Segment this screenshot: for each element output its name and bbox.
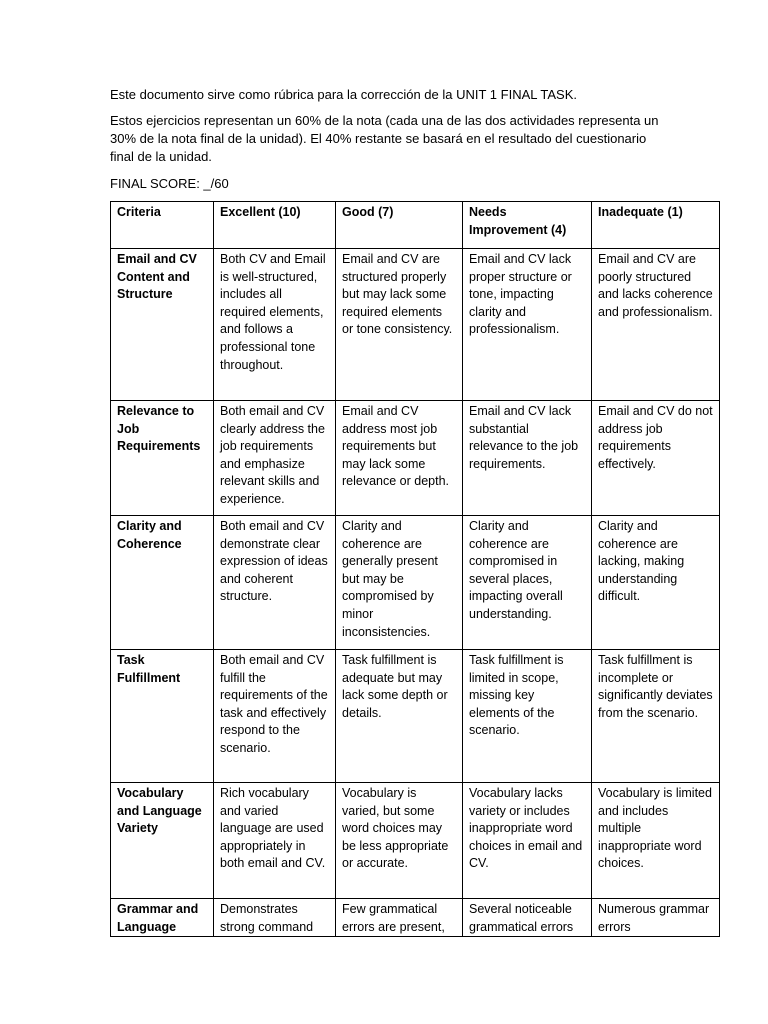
excellent-cell: Both email and CV clearly address the job requirements and emphasize relevant skills and experience. <box>214 401 336 516</box>
needs-improvement-cell: Email and CV lack proper structure or tone, impacting clarity and professionalism. <box>463 249 592 401</box>
good-cell: Email and CV are structured properly but may lack some required elements or tone consistency. <box>336 249 463 401</box>
table-row <box>111 516 720 650</box>
header-good: Good (7) <box>336 202 463 249</box>
excellent-cell: Demonstrates strong command <box>214 899 336 937</box>
header-row <box>111 202 720 249</box>
table-row <box>111 249 720 401</box>
inadequate-cell: Clarity and coherence are lacking, making understanding difficult. <box>592 516 720 650</box>
inadequate-cell: Email and CV are poorly structured and lacks coherence and professionalism. <box>592 249 720 401</box>
good-cell: Task fulfillment is adequate but may lack some depth or details. <box>336 650 463 783</box>
criteria-cell: Task Fulfillment <box>111 650 214 783</box>
final-score: FINAL SCORE: _/60 <box>110 176 229 191</box>
table-row <box>111 899 720 937</box>
table-row <box>111 783 720 899</box>
inadequate-cell: Numerous grammar errors <box>592 899 720 937</box>
inadequate-cell: Email and CV do not address job requirements effectively. <box>592 401 720 516</box>
excellent-cell: Both email and CV demonstrate clear expression of ideas and coherent structure. <box>214 516 336 650</box>
table-row <box>111 401 720 516</box>
excellent-cell: Both CV and Email is well-structured, includes all required elements, and follows a professional tone throughout. <box>214 249 336 401</box>
table-row <box>111 650 720 783</box>
criteria-cell: Grammar and Language <box>111 899 214 937</box>
criteria-cell: Relevance to Job Requirements <box>111 401 214 516</box>
header-criteria: Criteria <box>111 202 214 249</box>
inadequate-cell: Task fulfillment is incomplete or significantly deviates from the scenario. <box>592 650 720 783</box>
needs-improvement-cell: Several noticeable grammatical errors <box>463 899 592 937</box>
criteria-cell: Email and CV Content and Structure <box>111 249 214 401</box>
header-inadequate: Inadequate (1) <box>592 202 720 249</box>
good-cell: Email and CV address most job requirements but may lack some relevance or depth. <box>336 401 463 516</box>
rubric-table <box>110 201 720 937</box>
intro-description: Este documento sirve como rúbrica para la corrección de la UNIT 1 FINAL TASK. <box>110 87 577 102</box>
criteria-cell: Vocabulary and Language Variety <box>111 783 214 899</box>
good-cell: Few grammatical errors are present, <box>336 899 463 937</box>
excellent-cell: Both email and CV fulfill the requirements of the task and effectively respond to the scenario. <box>214 650 336 783</box>
needs-improvement-cell: Task fulfillment is limited in scope, missing key elements of the scenario. <box>463 650 592 783</box>
inadequate-cell: Vocabulary is limited and includes multiple inappropriate word choices. <box>592 783 720 899</box>
header-excellent: Excellent (10) <box>214 202 336 249</box>
excellent-cell: Rich vocabulary and varied language are used appropriately in both email and CV. <box>214 783 336 899</box>
header-needs-improvement: Needs Improvement (4) <box>463 202 592 249</box>
needs-improvement-cell: Clarity and coherence are compromised in several places, impacting overall understanding. <box>463 516 592 650</box>
good-cell: Clarity and coherence are generally present but may be compromised by minor inconsistencies. <box>336 516 463 650</box>
intro-weighting: Estos ejercicios representan un 60% de la nota (cada una de las dos actividades representa un 30% de la nota final de la unidad). El 40% restante se basará en el resultado del cuestionario final de la unidad. <box>110 113 659 164</box>
good-cell: Vocabulary is varied, but some word choices may be less appropriate or accurate. <box>336 783 463 899</box>
needs-improvement-cell: Vocabulary lacks variety or includes inappropriate word choices in email and CV. <box>463 783 592 899</box>
needs-improvement-cell: Email and CV lack substantial relevance to the job requirements. <box>463 401 592 516</box>
criteria-cell: Clarity and Coherence <box>111 516 214 650</box>
